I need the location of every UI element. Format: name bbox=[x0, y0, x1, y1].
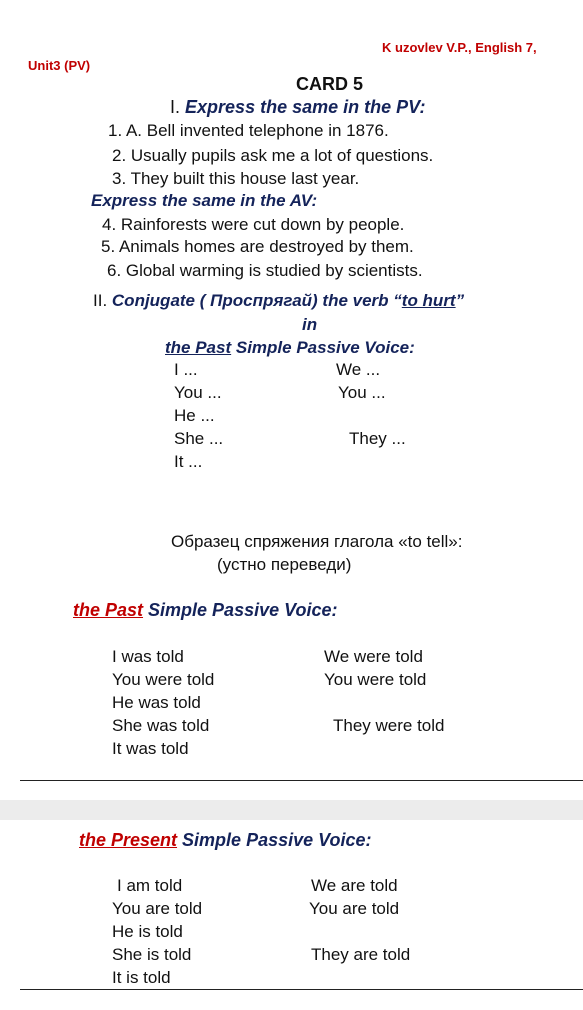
present-right-1: We are told bbox=[311, 876, 398, 895]
task2-tense: the Past bbox=[165, 338, 232, 357]
task1-item-2: 2. Usually pupils ask me a lot of questions. bbox=[112, 146, 434, 165]
author-line: K uzovlev V.P., English 7, bbox=[382, 40, 537, 55]
task1b-item-6: 6. Global warming is studied by scientists. bbox=[107, 261, 423, 280]
present-left-2: You are told bbox=[112, 899, 203, 918]
card-title: CARD 5 bbox=[296, 74, 364, 94]
sample-translate-note: (устно переведи) bbox=[217, 555, 352, 574]
task2-title-text: Conjugate ( Проспрягай) the verb “ bbox=[111, 291, 402, 310]
task1-item-3: 3. They built this house last year. bbox=[112, 169, 360, 188]
task2-left-3: He ... bbox=[174, 406, 215, 425]
task2-verb: to hurt bbox=[401, 291, 456, 310]
past-tense: the Past bbox=[73, 600, 144, 620]
task1-roman: I. bbox=[170, 97, 181, 117]
task2-voice: Simple Passive Voice: bbox=[231, 338, 415, 357]
present-left-4: She is told bbox=[112, 945, 192, 964]
task2-tense-line bbox=[165, 338, 415, 358]
present-voice: Simple Passive Voice: bbox=[177, 830, 372, 850]
present-tense: the Present bbox=[79, 830, 178, 850]
past-voice: Simple Passive Voice: bbox=[143, 600, 338, 620]
past-left-3: He was told bbox=[112, 693, 201, 712]
unit-label: Unit3 (PV) bbox=[28, 58, 91, 73]
past-left-4: She was told bbox=[112, 716, 210, 735]
task2-left-4: She ... bbox=[174, 429, 224, 448]
present-right-3: They are told bbox=[311, 945, 411, 964]
page-2 bbox=[0, 820, 583, 1010]
present-left-1: I am told bbox=[117, 876, 183, 895]
task2-left-5: It ... bbox=[174, 452, 203, 471]
task1b-item-5: 5. Animals homes are destroyed by them. bbox=[101, 237, 414, 256]
task2-roman: II. bbox=[93, 291, 108, 310]
task2-in: in bbox=[302, 315, 318, 334]
past-left-1: I was told bbox=[112, 647, 184, 666]
task1b-heading: Express the same in the AV: bbox=[91, 191, 318, 210]
past-right-1: We were told bbox=[324, 647, 423, 666]
task1-item-1: 1. A. Bell invented telephone in 1876. bbox=[108, 121, 389, 140]
present-left-3: He is told bbox=[112, 922, 183, 941]
task1b-item-4: 4. Rainforests were cut down by people. bbox=[102, 215, 405, 234]
task2-right-2: You ... bbox=[338, 383, 386, 402]
past-left-2: You were told bbox=[112, 670, 215, 689]
task2-title-close: ” bbox=[455, 291, 465, 310]
task2-title bbox=[112, 291, 464, 310]
present-left-5: It is told bbox=[112, 968, 171, 987]
task2-right-1: We ... bbox=[336, 360, 381, 379]
page-divider-1 bbox=[20, 780, 583, 781]
past-heading bbox=[73, 600, 337, 621]
task1-heading bbox=[170, 97, 425, 118]
present-heading bbox=[79, 830, 371, 851]
task2-left-1: I ... bbox=[174, 360, 198, 379]
present-right-2: You are told bbox=[309, 899, 400, 918]
past-left-5: It was told bbox=[112, 739, 189, 758]
past-right-3: They were told bbox=[333, 716, 445, 735]
task2-left-2: You ... bbox=[174, 383, 222, 402]
page-divider-2 bbox=[20, 989, 583, 990]
task2-right-3: They ... bbox=[349, 429, 406, 448]
task2-heading bbox=[93, 291, 464, 311]
sample-intro: Образец спряжения глагола «to tell»: bbox=[171, 532, 463, 551]
past-right-2: You were told bbox=[324, 670, 427, 689]
task1-title: Express the same in the PV: bbox=[185, 97, 426, 117]
